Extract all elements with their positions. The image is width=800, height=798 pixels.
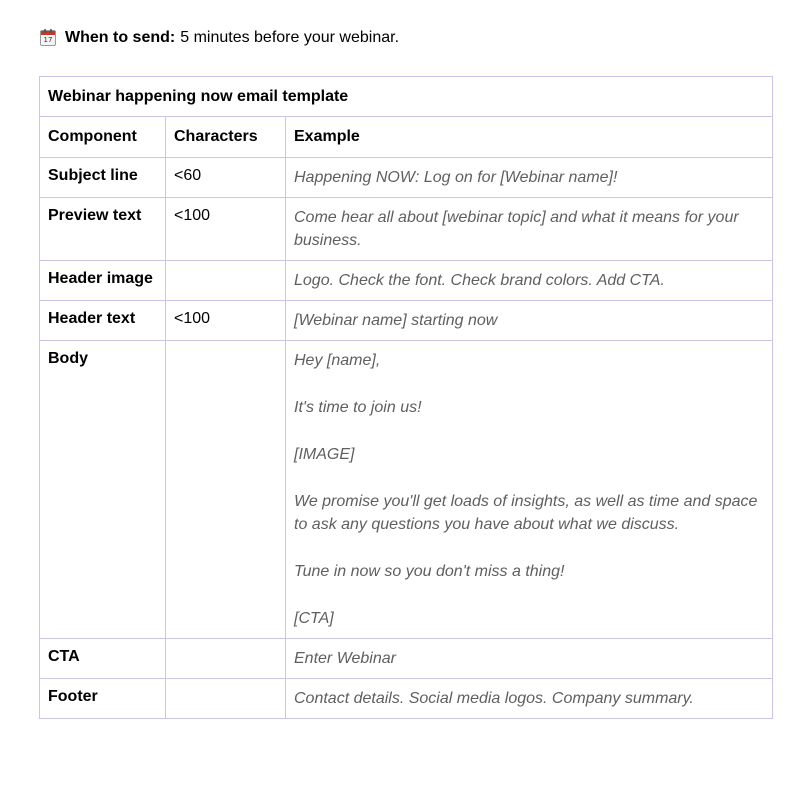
characters-cell-subject-line: <60 (166, 158, 286, 198)
component-cell-header-image: Header image (40, 261, 166, 301)
example-paragraph: Hey [name], (294, 352, 381, 369)
example-paragraph: [CTA] (294, 610, 334, 627)
when-to-send-value: 5 minutes before your webinar. (180, 29, 400, 46)
example-cell-header-image (286, 261, 773, 301)
example-paragraph: Enter Webinar (294, 650, 396, 667)
calendar-icon (40, 30, 56, 46)
component-cell-header-text: Header text (40, 301, 166, 341)
characters-cell-cta (166, 639, 286, 679)
example-paragraph: [IMAGE] (294, 446, 355, 463)
example-cell-footer (286, 679, 773, 719)
table-row (40, 639, 773, 679)
table-row (40, 158, 773, 198)
table-row (40, 301, 773, 341)
example-paragraph: Come hear all about [webinar topic] and what it means for your business. (294, 209, 739, 249)
component-cell-cta: CTA (40, 639, 166, 679)
table-row (40, 341, 773, 639)
characters-cell-preview-text: <100 (166, 198, 286, 261)
component-cell-footer: Footer (40, 679, 166, 719)
when-to-send-line (40, 28, 399, 48)
table-row (40, 679, 773, 719)
example-paragraph: Logo. Check the font. Check brand colors. Add CTA. (294, 272, 665, 289)
example-paragraph: Happening NOW: Log on for [Webinar name]! (294, 169, 618, 186)
table-row (40, 261, 773, 301)
characters-cell-header-image (166, 261, 286, 301)
characters-cell-body (166, 341, 286, 639)
component-cell-preview-text: Preview text (40, 198, 166, 261)
example-paragraph: [Webinar name] starting now (294, 312, 498, 329)
table-row (40, 198, 773, 261)
example-paragraph: Contact details. Social media logos. Company summary. (294, 690, 694, 707)
example-cell-subject-line (286, 158, 773, 198)
table-title: Webinar happening now email template (40, 77, 773, 117)
example-cell-preview-text (286, 198, 773, 261)
example-cell-header-text (286, 301, 773, 341)
column-header-example: Example (286, 117, 773, 158)
example-cell-body (286, 341, 773, 639)
example-paragraph: Tune in now so you don't miss a thing! (294, 563, 565, 580)
column-header-component: Component (40, 117, 166, 158)
example-paragraph: We promise you'll get loads of insights, as well as time and space to ask any questions you have about what we discuss. (294, 493, 758, 533)
table-header-row (40, 117, 773, 158)
characters-cell-footer (166, 679, 286, 719)
when-to-send-label: When to send: (65, 29, 176, 46)
email-template-table (39, 76, 773, 719)
component-cell-subject-line: Subject line (40, 158, 166, 198)
column-header-characters: Characters (166, 117, 286, 158)
calendar-icon-day: 17 (43, 36, 53, 44)
component-cell-body: Body (40, 341, 166, 639)
table-title-row (40, 77, 773, 117)
characters-cell-header-text: <100 (166, 301, 286, 341)
example-paragraph: It's time to join us! (294, 399, 422, 416)
example-cell-cta (286, 639, 773, 679)
